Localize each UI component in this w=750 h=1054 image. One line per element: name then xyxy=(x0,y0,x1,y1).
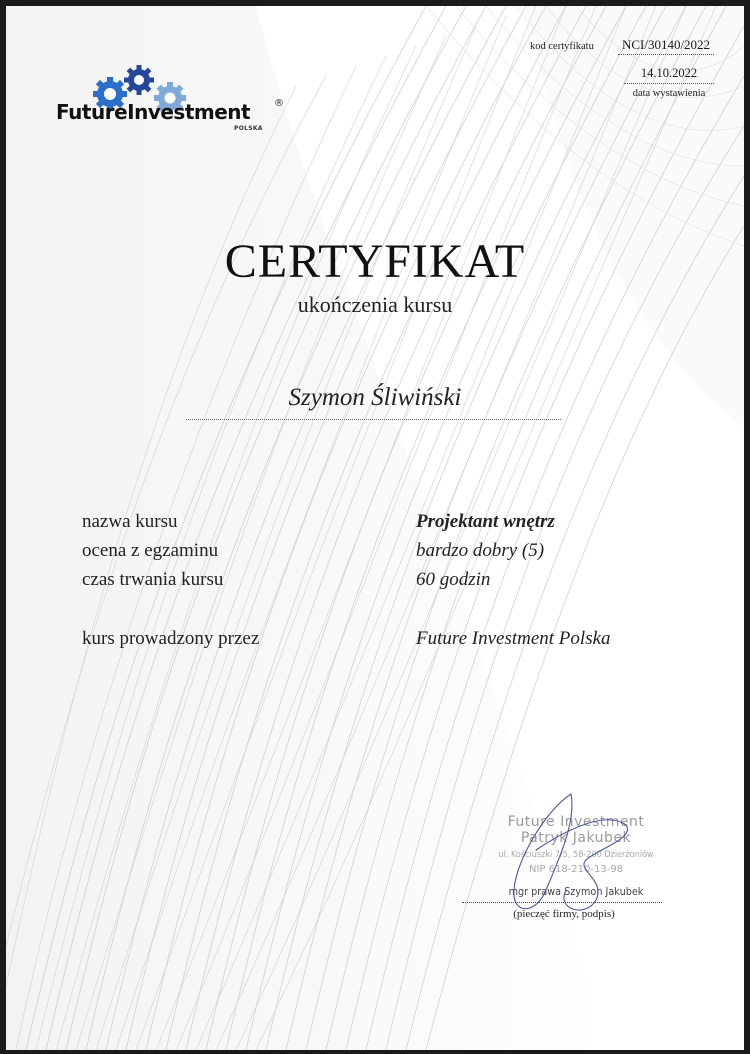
signature-caption: (pieczęć firmy, podpis) xyxy=(513,908,615,920)
recipient-dotted-line xyxy=(186,419,561,420)
recipient-name: Szymon Śliwiński xyxy=(288,384,462,411)
stamp-company: Future Investment xyxy=(507,814,645,830)
detail-label: nazwa kursu xyxy=(82,511,178,532)
detail-label: kurs prowadzony przez xyxy=(82,628,260,649)
certificate-page xyxy=(6,6,744,1050)
detail-value: 60 godzin xyxy=(416,569,491,590)
certificate-code-value: NCI/30140/2022 xyxy=(618,37,714,55)
detail-value: Projektant wnętrz xyxy=(416,511,555,532)
logo-subtitle: POLSKA xyxy=(234,125,263,132)
certificate-title: CERTYFIKAT xyxy=(224,235,526,288)
stamp-nip: NIP 618-210-13-98 xyxy=(528,864,624,875)
stamp-owner: Patryk Jakubek xyxy=(520,830,632,846)
certificate-subtitle: ukończenia kursu xyxy=(297,292,453,317)
handwritten-signature-icon xyxy=(476,790,636,930)
company-logo xyxy=(56,64,296,134)
signer-name: mgr prawa Szymon Jakubek xyxy=(508,886,644,898)
certificate-code-label: kod certyfikatu xyxy=(530,41,594,52)
logo-wordmark: FutureInvestment xyxy=(56,100,251,124)
detail-value: bardzo dobry (5) xyxy=(416,540,545,561)
detail-label: ocena z egzaminu xyxy=(82,540,219,561)
detail-value: Future Investment Polska xyxy=(416,628,611,649)
stamp-address: ul. Kościuszki 7/5, 58-200 Dzierżoniów xyxy=(498,850,654,860)
registered-mark: ® xyxy=(274,98,284,109)
issue-date-value: 14.10.2022 xyxy=(624,66,714,84)
detail-label: czas trwania kursu xyxy=(82,569,224,590)
issue-date-label: data wystawienia xyxy=(632,88,706,99)
